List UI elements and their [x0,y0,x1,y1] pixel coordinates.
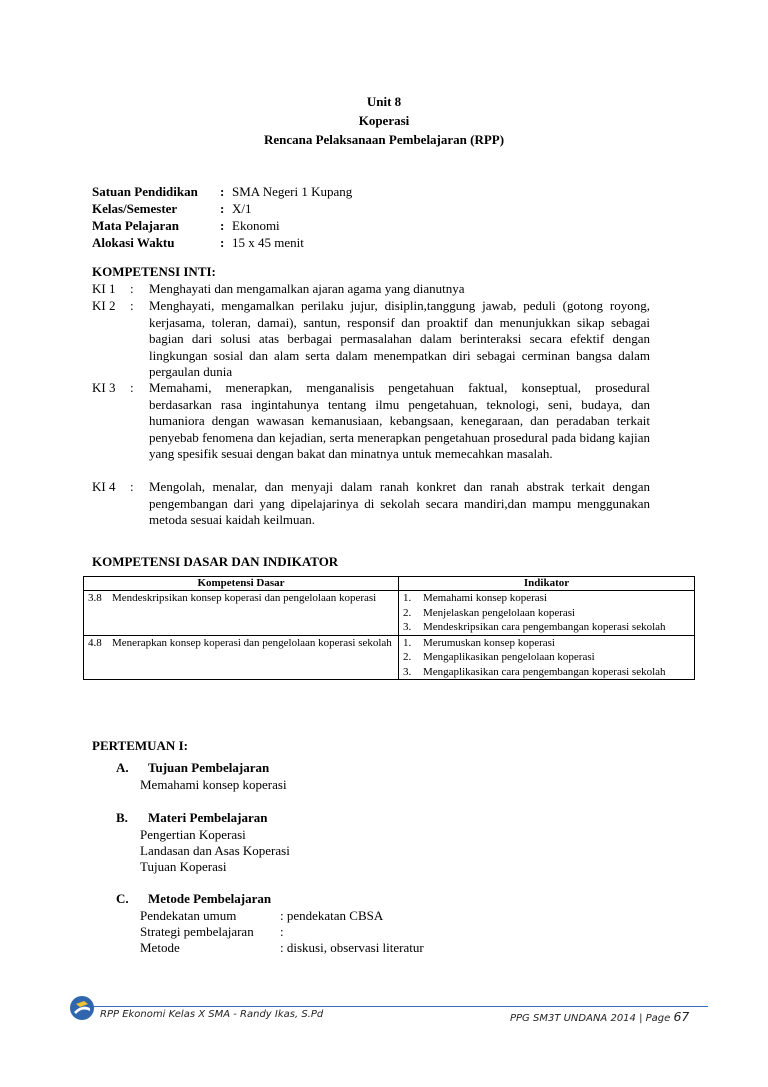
ki-text: Memahami, menerapkan, menganalisis pengetahuan faktual, konseptual, prosedural berdasarkan rasa ingintahunya tentang ilmu pengetahuan, teknologi, seni, budaya, dan humaniora dengan wawasan kemanusiaan, kebangsaan, kenegaraan, dan peradaban terkait penyebab fenomena dan kejadian, serta menerapkan pengetahuan prosedural pada bidang kajian yang spesifik sesuai dengan bakat dan minatnya untuk memecahkan masalah. [149,380,650,462]
identity-key: Satuan Pendidikan [92,184,198,199]
ki-item [92,380,650,463]
footer-right-text [510,1009,689,1024]
method-row [140,940,424,956]
indicator-number: 3. [403,621,412,633]
section-b-title: Materi Pembelajaran [148,810,268,825]
indicator-text: Mengaplikasikan cara pengembangan koperasi sekolah [423,665,666,678]
identity-value: 15 x 45 menit [232,235,304,250]
indicator-column-header: Indikator [399,577,695,591]
method-value: : diskusi, observasi literatur [280,940,424,955]
kd-cell [84,635,399,680]
list-item [403,650,690,665]
identity-key: Kelas/Semester [92,201,178,216]
list-item [403,636,690,651]
list-item [403,665,690,680]
indicator-text: Mendeskripsikan cara pengembangan koperasi sekolah [423,621,666,633]
method-row [140,908,384,924]
kd-number: 4.8 [88,636,102,649]
list-item [403,606,690,621]
indicator-number: 3. [403,665,412,678]
kd-heading: KOMPETENSI DASAR DAN INDIKATOR [92,554,339,569]
identity-value: X/1 [232,201,252,216]
method-label: Metode [140,940,180,955]
list-item: Pengertian Koperasi [140,827,246,842]
indicator-number: 2. [403,651,412,663]
ki-item [92,298,650,381]
document-title: Rencana Pelaksanaan Pembelajaran (RPP) [263,132,505,147]
method-row [140,924,284,940]
ki-code: KI 3 [92,380,116,395]
identity-value: SMA Negeri 1 Kupang [232,184,353,199]
indicator-cell [399,591,695,636]
kd-number: 3.8 [88,592,102,604]
indicator-number: 1. [403,592,412,604]
kd-text: Menerapkan konsep koperasi dan pengelolaan koperasi sekolah [112,636,392,649]
kd-table-header [84,577,695,591]
list-item: Landasan dan Asas Koperasi [140,843,290,858]
indicator-text: Memahami konsep koperasi [423,592,548,604]
footer-left-text: RPP Ekonomi Kelas X SMA - Randy Ikas, S.Pd [100,1009,324,1020]
ki-text: Menghayati dan mengamalkan ajaran agama yang dianutnya [149,281,465,296]
section-a-letter: A. [116,760,129,775]
identity-colon: : [220,218,225,233]
ki-colon: : [130,479,134,494]
method-value: : pendekatan CBSA [280,908,384,923]
indicator-cell [399,635,695,680]
identity-colon: : [220,201,225,216]
ki-item [92,281,650,298]
section-a-title: Tujuan Pembelajaran [148,760,270,775]
list-item [403,620,690,635]
identity-value: Ekonomi [232,218,280,233]
ki-colon: : [130,298,134,313]
indicator-text: Mengaplikasikan pengelolaan koperasi [423,651,595,663]
indicator-number: 2. [403,606,412,619]
ki-colon: : [130,380,134,395]
ki-code: KI 2 [92,298,116,313]
footer-rule [92,1006,708,1007]
method-value: : [280,924,284,939]
book-logo-icon [68,994,96,1022]
pertemuan-heading: PERTEMUAN I: [92,738,188,753]
section-c-title: Metode Pembelajaran [148,891,272,906]
method-label: Strategi pembelajaran [140,924,254,939]
identity-key: Alokasi Waktu [92,235,175,250]
kd-cell [84,591,399,636]
unit-topic: Koperasi [358,113,410,128]
ki-code: KI 4 [92,479,116,494]
section-b-letter: B. [116,810,128,825]
ki-text: Menghayati, mengamalkan perilaku jujur, disiplin,tanggung jawab, peduli (gotong royong, kerjasama, toleran, damai), santun, responsif dan proaktif dan menunjukkan sikap sebagai bagian dari solusi atas berbagai permasalahan dalam berinteraksi secara efektif dengan lingkungan sosial dan alam serta dalam menempatkan diri sebagai cerminan bangsa dalam pergaulan dunia [149,298,650,380]
kd-column-header: Kompetensi Dasar [84,577,399,591]
kompetensi-inti-heading: KOMPETENSI INTI: [92,264,216,279]
identity-colon: : [220,235,225,250]
identity-key: Mata Pelajaran [92,218,180,233]
section-c-letter: C. [116,891,129,906]
ki-text: Mengolah, menalar, dan menyaji dalam ranah konkret dan ranah abstrak terkait dengan pengembangan dari yang dipelajarinya di sekolah secara mandiri,dan mampu menggunakan metoda sesuai kaidah keilmuan. [149,479,650,528]
table-row [84,591,695,636]
kd-text: Mendeskripsikan konsep koperasi dan pengelolaan koperasi [112,592,377,604]
indicator-list [403,591,690,635]
table-row [84,635,695,680]
footer-doc-label: PPG SM3T UNDANA 2014 | Page [510,1013,671,1024]
indicator-text: Merumuskan konsep koperasi [423,636,555,649]
ki-code: KI 1 [92,281,116,296]
indicator-list [403,636,690,680]
indicator-number: 1. [403,636,412,649]
page-number: 67 [673,1009,690,1024]
list-item: Memahami konsep koperasi [140,777,287,792]
unit-number: Unit 8 [366,94,402,109]
list-item: Tujuan Koperasi [140,859,227,874]
indicator-text: Menjelaskan pengelolaan koperasi [423,606,576,619]
ki-colon: : [130,281,134,296]
identity-colon: : [220,184,225,199]
kd-table [83,576,695,680]
method-label: Pendekatan umum [140,908,237,923]
list-item [403,591,690,606]
ki-item [92,479,650,529]
